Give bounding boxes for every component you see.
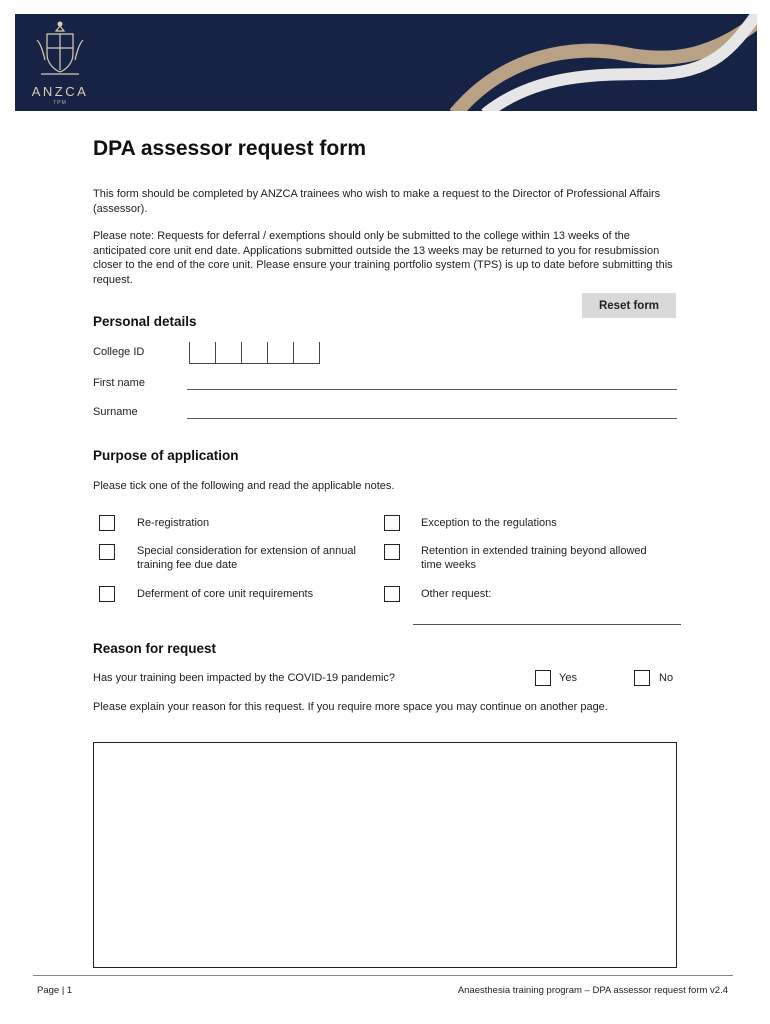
deferment-label: Deferment of core unit requirements — [137, 588, 314, 600]
college-id-digit[interactable] — [216, 342, 242, 364]
other-request-label: Other request: — [421, 588, 492, 600]
footer-doc-title: Anaesthesia training program – DPA assessor request form v2.4 — [457, 985, 728, 996]
intro-text: This form should be completed by ANZCA trainees who wish to make a request to the Director of Professional Affairs (assessor). — [93, 188, 661, 215]
brand-sub: TPM — [53, 100, 67, 106]
page-number: Page | 1 — [37, 985, 73, 996]
reason-textarea[interactable] — [93, 742, 677, 968]
other-request-field[interactable] — [413, 611, 681, 625]
covid-yes-label: Yes — [559, 672, 577, 684]
covid-question: Has your training been impacted by the COVID-19 pandemic? — [93, 672, 396, 684]
college-id-digit[interactable] — [190, 342, 216, 364]
college-id-digit[interactable] — [294, 342, 320, 364]
college-id-digit[interactable] — [268, 342, 294, 364]
re-registration-label: Re-registration — [137, 517, 210, 529]
re-registration-checkbox[interactable] — [99, 515, 115, 531]
retention-checkbox[interactable] — [384, 544, 400, 560]
footer-divider — [33, 975, 733, 976]
explain-text: Please explain your reason for this request. If you require more space you may continue on another page. — [93, 701, 608, 713]
reason-heading: Reason for request — [93, 641, 217, 656]
surname-field[interactable] — [187, 405, 677, 419]
retention-label: Retention in extended training beyond allowed time weeks — [421, 545, 647, 571]
crest-icon — [29, 20, 91, 82]
note-text: Please note: Requests for deferral / exemptions should only be submitted to the college within 13 weeks of the anticipated core unit end date. Applications submitted outside the 13 weeks may be returned to you for resubmission closer to the end of the core unit. Please ensure your training portfolio system (TPS) is up to date before submitting this request. — [93, 230, 673, 286]
first-name-field[interactable] — [187, 376, 677, 390]
brand-name: ANZCA — [31, 84, 89, 99]
college-id-digit[interactable] — [242, 342, 268, 364]
reset-form-button[interactable]: Reset form — [582, 293, 676, 318]
special-consideration-label: Special consideration for extension of annual training fee due date — [137, 545, 356, 571]
page-title: DPA assessor request form — [93, 137, 367, 160]
covid-no-label: No — [659, 672, 674, 684]
college-id-field[interactable] — [189, 342, 320, 364]
personal-details-heading: Personal details — [93, 314, 197, 329]
deferment-checkbox[interactable] — [99, 586, 115, 602]
purpose-instruction: Please tick one of the following and read the applicable notes. — [93, 480, 395, 492]
first-name-label: First name — [93, 377, 145, 389]
special-consideration-checkbox[interactable] — [99, 544, 115, 560]
header-banner — [15, 14, 757, 111]
other-request-checkbox[interactable] — [384, 586, 400, 602]
college-id-label: College ID — [93, 346, 145, 358]
wave-decoration — [15, 14, 757, 111]
surname-label: Surname — [93, 406, 138, 418]
anzca-logo — [29, 20, 91, 106]
exception-checkbox[interactable] — [384, 515, 400, 531]
covid-yes-checkbox[interactable] — [535, 670, 551, 686]
purpose-heading: Purpose of application — [93, 448, 239, 463]
exception-label: Exception to the regulations — [421, 517, 557, 529]
covid-no-checkbox[interactable] — [634, 670, 650, 686]
